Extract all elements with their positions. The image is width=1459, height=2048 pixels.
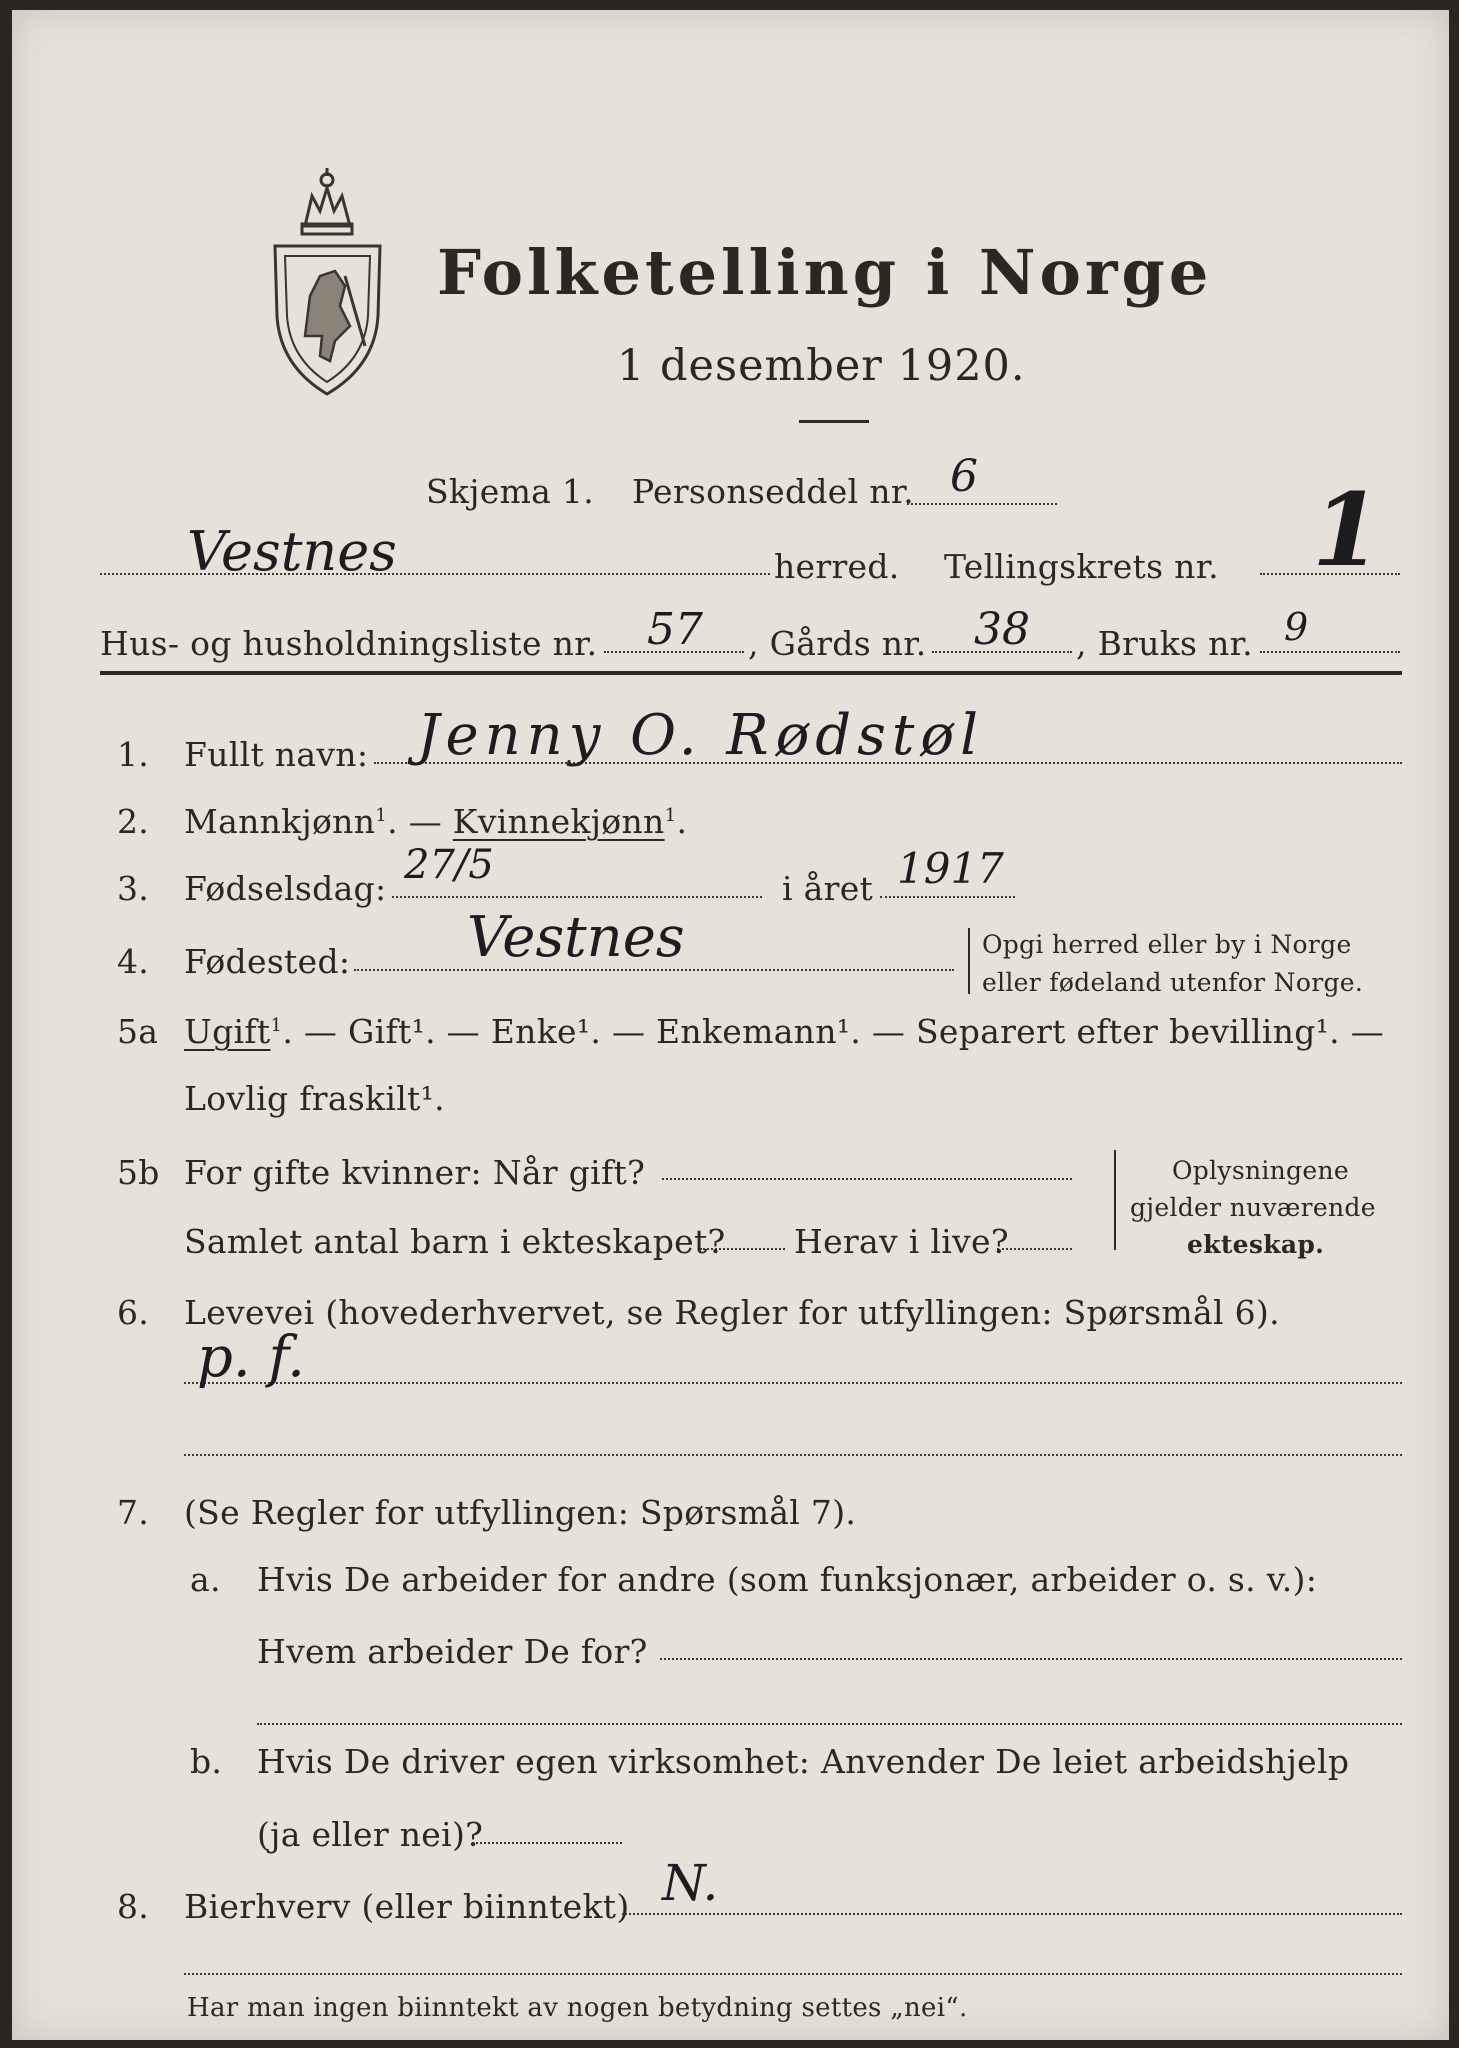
q8-value: N.: [662, 1854, 719, 1912]
q4-number: 4.: [117, 942, 150, 981]
title-divider: [799, 420, 869, 423]
q7a-question: Hvem arbeider De for?: [257, 1632, 648, 1671]
herred-value: Vestnes: [187, 520, 397, 583]
tellingskrets-value: 1: [1312, 471, 1382, 589]
q8-line-1: [622, 1913, 1402, 1915]
form-title: Folketelling i Norge: [437, 236, 1213, 309]
q5b-note-2: gjelder nuværende: [1130, 1193, 1376, 1222]
q5b-number: 5b: [117, 1153, 160, 1192]
q5a-options: Ugift$^1$. — Gift¹. — Enke¹. — Enkemann¹. — Separert efter bevilling¹. —: [184, 1012, 1385, 1051]
personseddel-line: [907, 503, 1057, 505]
bruks-line: [1260, 651, 1400, 653]
q5a-number: 5a: [117, 1012, 159, 1051]
q7b-question: (ja eller nei)?: [257, 1815, 484, 1854]
q6-value: p. f.: [197, 1325, 305, 1390]
q3-value: 27/5: [404, 842, 494, 888]
q1-value: Jenny O. Rødstøl: [417, 703, 985, 768]
q6-line-1: [184, 1382, 1402, 1384]
q5a-rest: . — Gift¹. — Enke¹. — Enkemann¹. — Separert efter bevilling¹. —: [282, 1012, 1385, 1051]
q5b-line-3: [997, 1248, 1072, 1250]
q3-line: [392, 896, 762, 898]
bruks-label: , Bruks nr.: [1076, 624, 1253, 663]
q7b-letter: b.: [190, 1742, 223, 1781]
q3-year-label: i året: [782, 869, 874, 908]
header-rule: [100, 671, 1402, 675]
q7b-text: Hvis De driver egen virksomhet: Anvender De leiet arbeidshjelp: [257, 1742, 1350, 1781]
q5a-line2: Lovlig fraskilt¹.: [184, 1079, 445, 1118]
q5b-note-3: ekteskap.: [1187, 1230, 1325, 1259]
census-date: 1 desember 1920.: [617, 341, 1026, 391]
q8-label: Bierhverv (eller biinntekt): [184, 1887, 630, 1926]
q6-label: Levevei (hovederhvervet, se Regler for utfyllingen: Spørsmål 6).: [184, 1293, 1280, 1332]
q7a-text: Hvis De arbeider for andre (som funksjonær, arbeider o. s. v.):: [257, 1560, 1318, 1599]
bruks-value: 9: [1284, 605, 1309, 649]
q5b-line-2: [700, 1248, 785, 1250]
q2-kvinne: Kvinnekjønn: [452, 802, 665, 841]
q5b-note-brace: [1114, 1150, 1116, 1250]
q6-number: 6.: [117, 1293, 150, 1332]
q1-label: Fullt navn:: [184, 735, 369, 774]
q1-number: 1.: [117, 735, 150, 774]
q7b-line: [472, 1842, 622, 1844]
q7a-line-2: [257, 1723, 1402, 1725]
q5b-label-3: Herav i live?: [794, 1222, 1009, 1261]
coat-of-arms-icon: [260, 166, 395, 396]
q5a-ugift: Ugift: [184, 1012, 271, 1051]
hus-value: 57: [647, 604, 703, 655]
q3-label: Fødselsdag:: [184, 869, 387, 908]
q3-number: 3.: [117, 869, 150, 908]
tellingskrets-label: Tellingskrets nr.: [944, 547, 1219, 586]
herred-label: herred.: [774, 547, 900, 586]
q5b-label-1: For gifte kvinner: Når gift?: [184, 1153, 646, 1192]
gards-value: 38: [974, 604, 1030, 655]
q4-note-1: Opgi herred eller by i Norge: [982, 930, 1352, 959]
q5b-line-1: [662, 1178, 1072, 1180]
q3-year-line: [880, 896, 1015, 898]
q2-dash: . —: [387, 802, 453, 841]
personseddel-label: Personseddel nr.: [632, 472, 915, 511]
q2-options: Mannkjønn$^1$. — Kvinnekjønn$^1$.: [184, 802, 688, 841]
q4-label: Fødested:: [184, 942, 351, 981]
q2-mann: Mannkjønn: [184, 802, 376, 841]
q2-end: .: [676, 802, 688, 841]
q5b-note-1: Oplysningene: [1172, 1156, 1349, 1185]
census-form: [12, 10, 1449, 2040]
personseddel-value: 6: [950, 451, 978, 502]
q8-number: 8.: [117, 1887, 150, 1926]
q7-number: 7.: [117, 1493, 150, 1532]
q6-line-2: [184, 1454, 1402, 1456]
footer-note: Har man ingen biinntekt av nogen betydning settes „nei“.: [187, 1993, 968, 2023]
q4-note-2: eller fødeland utenfor Norge.: [982, 968, 1364, 997]
gards-label: , Gårds nr.: [748, 624, 927, 663]
q7-label: (Se Regler for utfyllingen: Spørsmål 7).: [184, 1493, 857, 1532]
hus-label: Hus- og husholdningsliste nr.: [100, 624, 598, 663]
q3-year-value: 1917: [897, 844, 1004, 893]
q7a-letter: a.: [190, 1560, 221, 1599]
q8-line-2: [184, 1973, 1402, 1975]
q2-number: 2.: [117, 802, 150, 841]
q4-note-brace: [968, 928, 970, 994]
skjema-label: Skjema 1.: [426, 472, 595, 511]
q7a-line-1: [660, 1658, 1402, 1660]
q5b-label-2: Samlet antal barn i ekteskapet?: [184, 1222, 726, 1261]
q4-value: Vestnes: [467, 905, 685, 970]
